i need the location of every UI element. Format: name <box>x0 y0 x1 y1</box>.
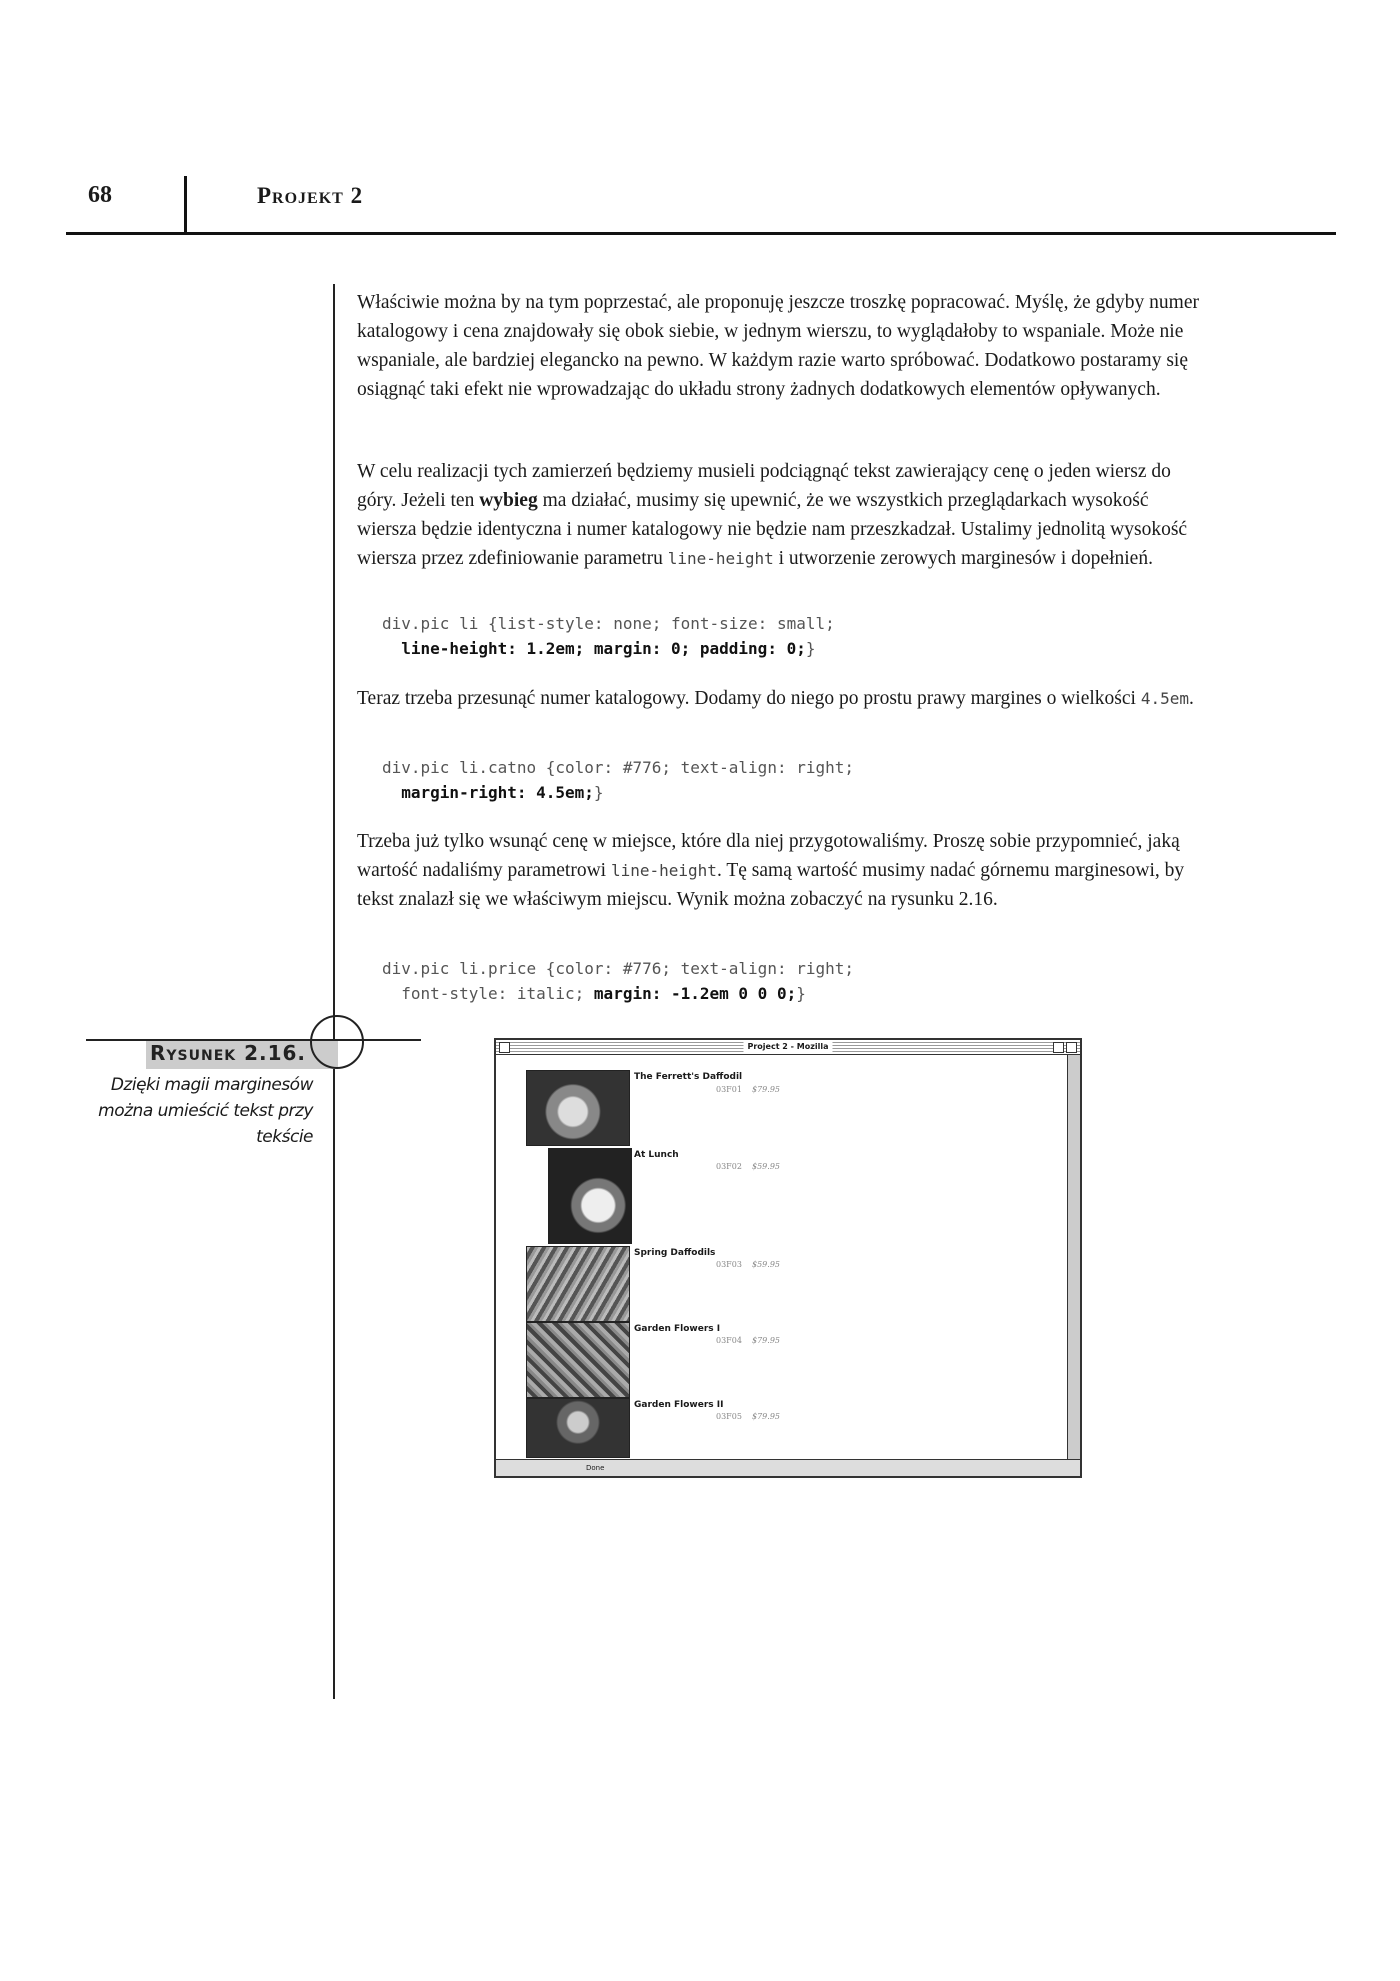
bold-term: wybieg <box>479 490 538 511</box>
thumbnail-image <box>526 1398 630 1458</box>
thumbnail-image <box>548 1148 632 1244</box>
code-bold: margin: -1.2em 0 0 0; <box>593 984 797 1003</box>
inline-code: line-height <box>610 861 717 880</box>
item-price: $79.95 <box>752 1412 780 1421</box>
window-statusbar <box>496 1459 1080 1476</box>
paragraph-text: . <box>1188 688 1194 709</box>
item-price: $59.95 <box>752 1162 780 1171</box>
code-block-1 <box>382 611 835 661</box>
item-price: $79.95 <box>752 1085 780 1094</box>
code-line: div.pic li.price {color: #776; text-align: right; <box>382 959 855 978</box>
paragraph-text: Trzeba już tylko wsunąć cenę w miejsce, które dla niej przygotowaliśmy. Proszę sobie przypomnieć, jaką wartość nadaliśmy parametrowi <box>357 831 1180 881</box>
paragraph-2 <box>357 457 1210 573</box>
running-header: Projekt 2 <box>257 183 364 208</box>
paragraph-text: i utworzenie zerowych marginesów i dopełnień. <box>773 548 1153 569</box>
inline-code: 4.5em <box>1140 689 1189 708</box>
thumbnail-image <box>526 1322 630 1398</box>
code-line: div.pic li.catno {color: #776; text-align: right; <box>382 758 855 777</box>
thumbnail-image <box>526 1246 630 1322</box>
code-end: } <box>593 783 604 802</box>
collapse-box-icon <box>1066 1042 1077 1053</box>
caption-circle-ornament <box>310 1015 364 1069</box>
header-divider <box>184 176 187 232</box>
item-title: Garden Flowers I <box>634 1324 721 1334</box>
paragraph-text: Właściwie można by na tym poprzestać, ale proponuję jeszcze troszkę popracować. Myślę, że gdyby numer katalogowy i cena znajdowały się obok siebie, w jednym wierszu, to wyglądałoby to wspaniale. Może nie wspaniale, ale bardziej elegancko na pewno. W każdym razie warto spróbować. Dodatkowo postaramy się osiągnąć taki efekt nie wprowadzając do układu strony żadnych dodatkowych elementów opływanych. <box>357 292 1199 400</box>
item-catno: 03F05 <box>716 1412 742 1421</box>
margin-rule <box>333 284 335 1699</box>
paragraph-1 <box>357 288 1210 404</box>
thumbnail-image <box>526 1070 630 1146</box>
code-line: font-style: italic; <box>401 984 594 1003</box>
code-bold: line-height: 1.2em; margin: 0; padding: 0; <box>401 639 806 658</box>
code-line: div.pic li {list-style: none; font-size: small; <box>382 614 835 633</box>
item-catno: 03F02 <box>716 1162 742 1171</box>
code-block-3 <box>382 956 854 1006</box>
figure-caption: Dzięki magii marginesów można umieścić tekst przy tekście <box>98 1075 313 1147</box>
item-title: At Lunch <box>634 1150 679 1160</box>
paragraph-text: Teraz trzeba przesunąć numer katalogowy. Dodamy do niego po prostu prawy margines o wielkości <box>357 688 1141 709</box>
code-block-2 <box>382 755 854 805</box>
status-text: Done <box>586 1464 605 1472</box>
item-title: The Ferrett's Daffodil <box>634 1072 743 1082</box>
figure-label: Rysunek 2.16. <box>150 1041 307 1065</box>
paragraph-text: ma działać, musimy się upewnić, że we wszystkich przeglądarkach wysokość wiersza będzie identyczna i numer katalogowy nie będzie nam przeszkadzał. Ustalimy jednolitą wysokość wiersza przez zdefiniowanie parametru <box>357 490 1188 569</box>
header-rule <box>66 232 1336 235</box>
code-end: } <box>796 984 806 1003</box>
item-title: Garden Flowers II <box>634 1400 724 1410</box>
item-catno: 03F03 <box>716 1260 742 1269</box>
item-catno: 03F04 <box>716 1336 742 1345</box>
item-price: $79.95 <box>752 1336 780 1345</box>
zoom-box-icon <box>1053 1042 1064 1053</box>
item-catno: 03F01 <box>716 1085 742 1094</box>
close-box-icon <box>499 1042 510 1053</box>
figure-screenshot <box>494 1038 1082 1478</box>
code-bold: margin-right: 4.5em; <box>401 783 594 802</box>
code-end: } <box>805 639 816 658</box>
window-scrollbar <box>1067 1055 1080 1459</box>
paragraph-text: W celu realizacji tych zamierzeń będziemy musieli podciągnąć tekst zawierający cenę o jeden wiersz do góry. Jeżeli ten <box>357 461 1171 511</box>
window-titlebar <box>496 1040 1080 1055</box>
paragraph-3 <box>357 684 1210 713</box>
paragraph-text: . Tę samą wartość musimy nadać górnemu marginesowi, by tekst znalazł się we właściwym miejscu. Wynik można zobaczyć na rysunku 2.16. <box>357 860 1185 910</box>
window-title: Project 2 - Mozilla <box>743 1040 832 1054</box>
page-number: 68 <box>88 182 112 208</box>
paragraph-4 <box>357 827 1210 914</box>
item-title: Spring Daffodils <box>634 1248 716 1258</box>
item-price: $59.95 <box>752 1260 780 1269</box>
inline-code: line-height <box>667 549 774 568</box>
